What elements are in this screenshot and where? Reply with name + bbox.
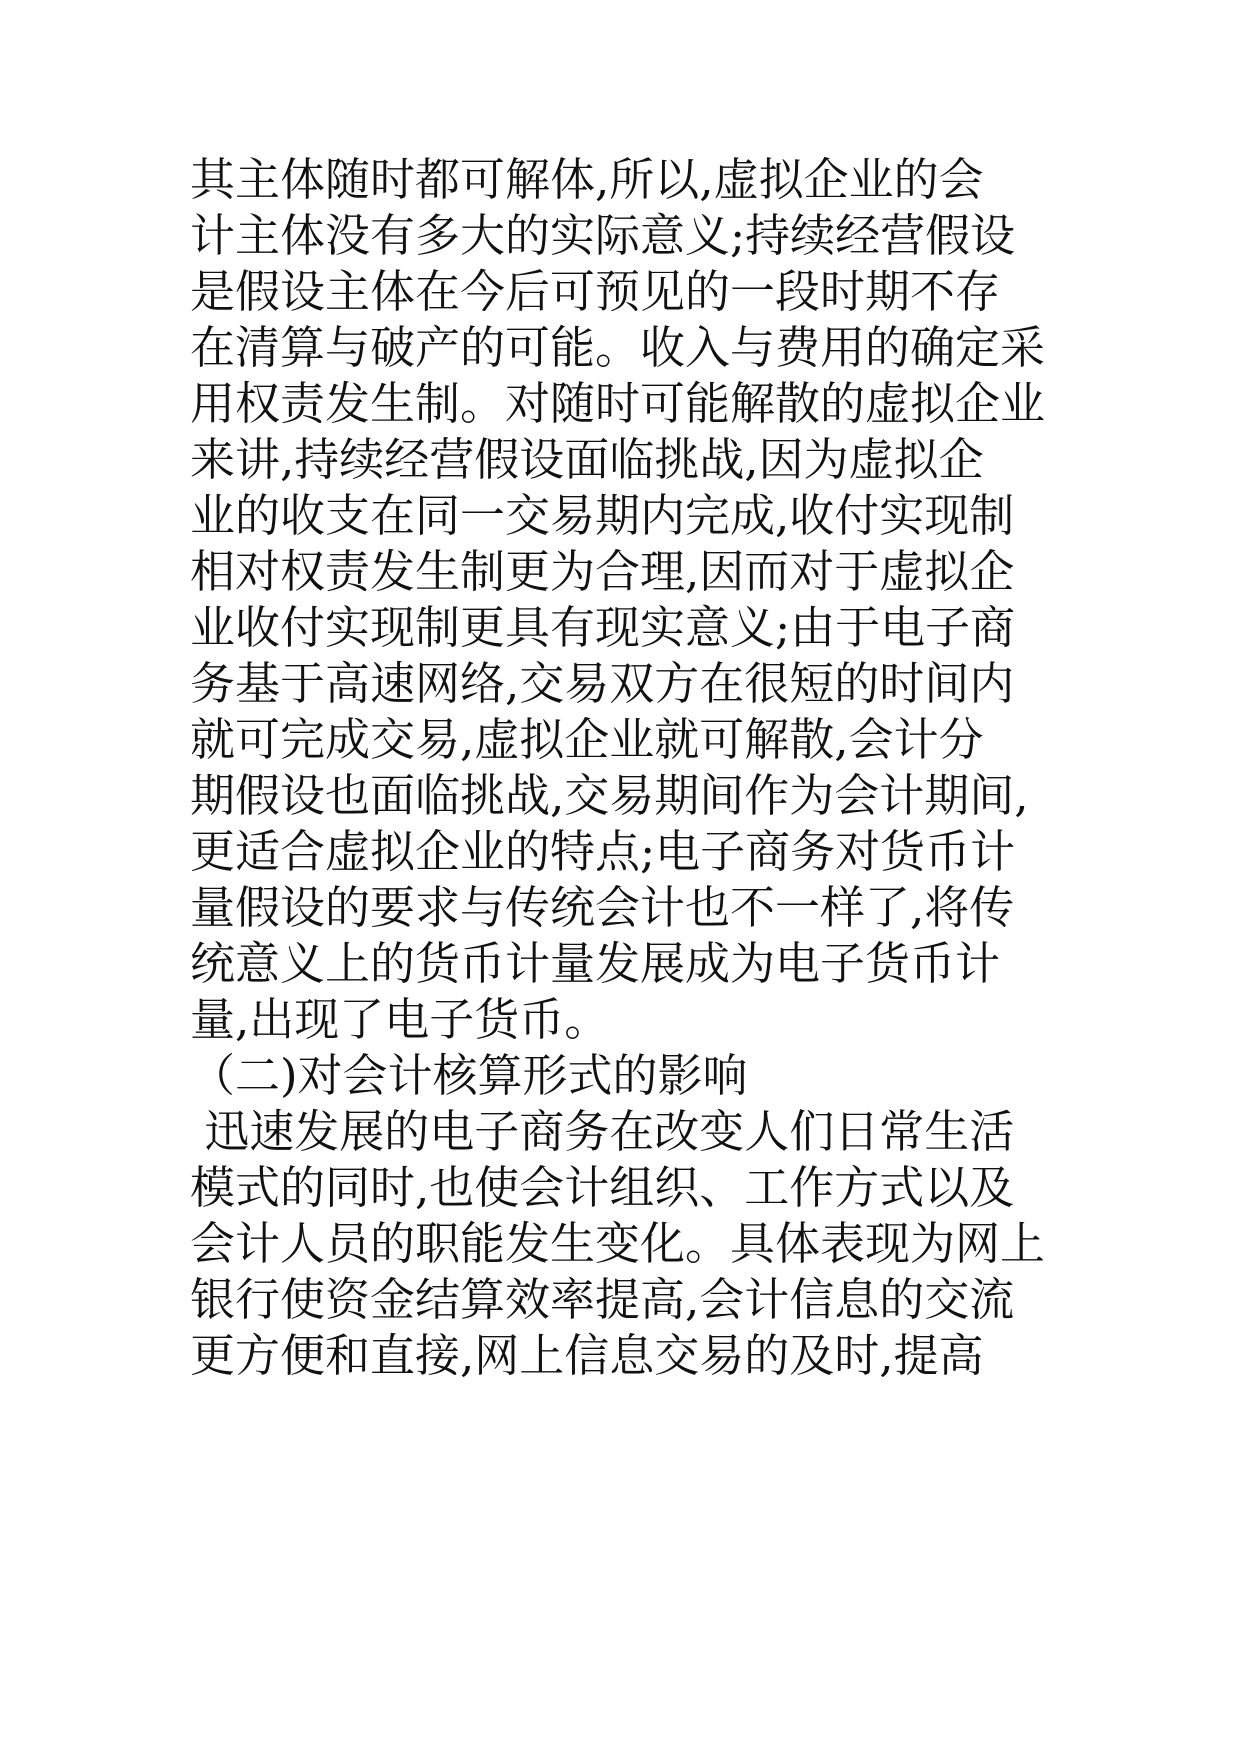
text-line: 银行使资金结算效率提高,会计信息的交流 xyxy=(190,1273,1015,1326)
text-line: 量假设的要求与传统会计也不一样了,将传 xyxy=(190,881,1015,934)
text-line: 业的收支在同一交易期内完成,收付实现制 xyxy=(190,489,1015,542)
text-line: 用权责发生制。对随时可能解散的虚拟企业 xyxy=(190,377,1046,430)
text-line: 更方便和直接,网上信息交易的及时,提高 xyxy=(190,1329,984,1382)
text-line: 业收付实现制更具有现实意义;由于电子商 xyxy=(190,601,1016,654)
text-line: 相对权责发生制更为合理,因而对于虚拟企 xyxy=(190,545,1015,598)
text-line: 计主体没有多大的实际意义;持续经营假设 xyxy=(190,209,1016,262)
text-line: 量,出现了电子货币。 xyxy=(190,993,610,1046)
text-line: 务基于高速网络,交易双方在很短的时间内 xyxy=(190,657,1015,710)
text-line: 迅速发展的电子商务在改变人们日常生活 xyxy=(190,1105,1015,1158)
text-line: 其主体随时都可解体,所以,虚拟企业的会 xyxy=(190,153,984,206)
section-heading: （二)对会计核算形式的影响 xyxy=(190,1049,748,1102)
text-line: 来讲,持续经营假设面临挑战,因为虚拟企 xyxy=(190,433,984,486)
text-line: 模式的同时,也使会计组织、工作方式以及 xyxy=(190,1161,1015,1214)
text-line: 更适合虚拟企业的特点;电子商务对货币计 xyxy=(190,825,1016,878)
text-line: 就可完成交易,虚拟企业就可解散,会计分 xyxy=(190,713,984,766)
text-line: 期假设也面临挑战,交易期间作为会计期间, xyxy=(190,769,1029,822)
body-text xyxy=(190,152,1090,1384)
text-line: 统意义上的货币计量发展成为电子货币计 xyxy=(190,937,1001,990)
text-line: 是假设主体在今后可预见的一段时期不存 xyxy=(190,265,1001,318)
text-line: 会计人员的职能发生变化。具体表现为网上 xyxy=(190,1217,1046,1270)
text-line: 在清算与破产的可能。收入与费用的确定采 xyxy=(190,321,1046,374)
